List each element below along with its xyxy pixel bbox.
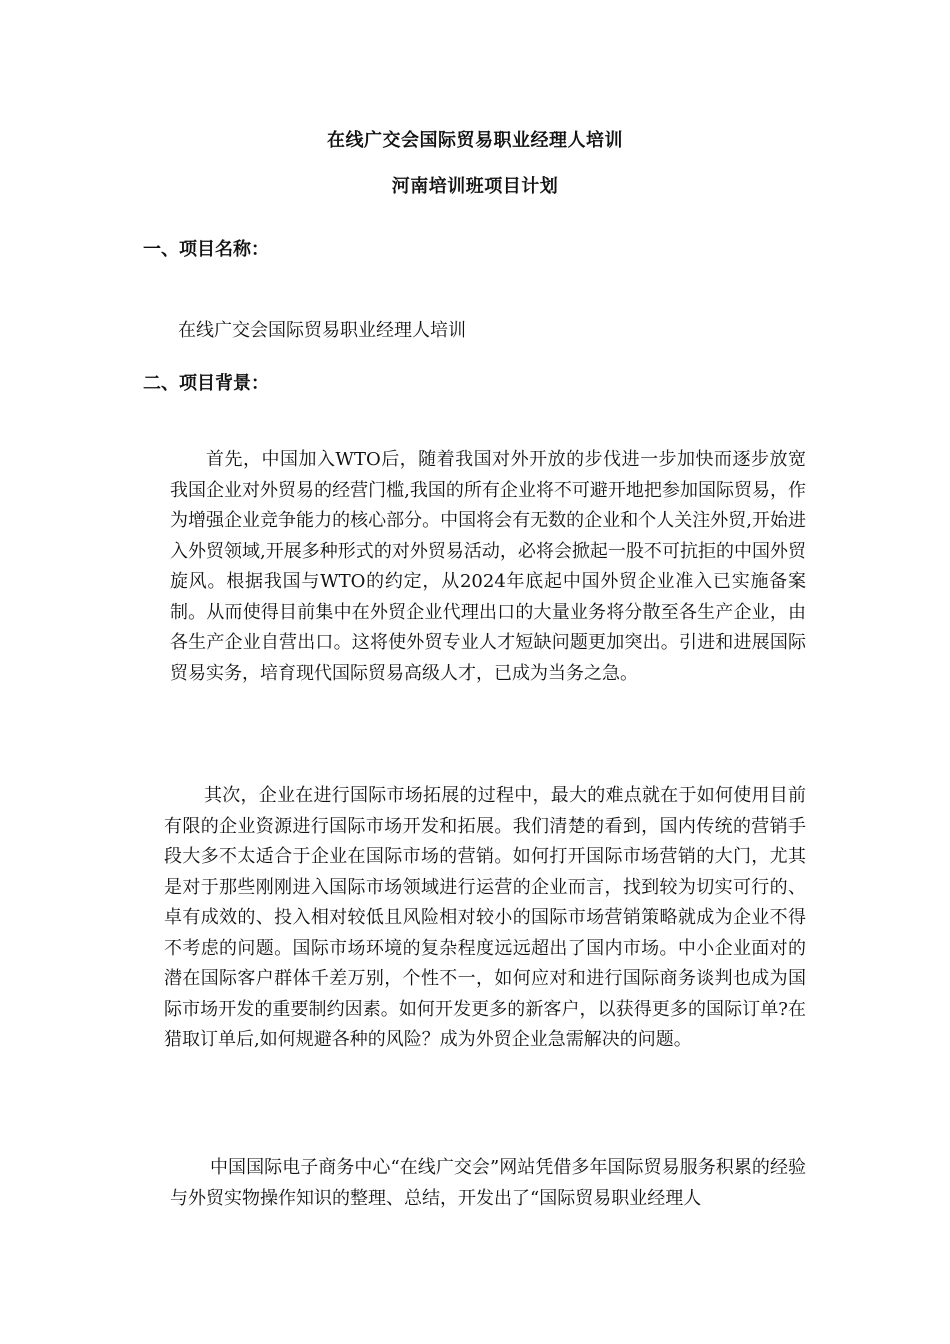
background-paragraph-2: 其次，企业在进行国际市场拓展的过程中，最大的难点就在于如何使用目前有限的企业资源进行国际市场开发和拓展。我们清楚的看到，国内传统的营销手段大多不太适合于企业在国际市场的营销。如何打开国际市场营销的大门，尤其是对于那些刚刚进入国际市场领域进行运营的企业而言，找到较为切实可行的、卓有成效的、投入相对较低且风险相对较小的国际市场营销策略就成为企业不得不考虑的问题。国际市场环境的复杂程度远远超出了国内市场。中小企业面对的潜在国际客户群体千差万别，个性不一，如何应对和进行国际商务谈判也成为国际市场开发的重要制约因素。如何开发更多的新客户，以获得更多的国际订单?在猎取订单后,如何规避各种的风险？成为外贸企业急需解决的问题。 bbox=[164, 785, 806, 1050]
background-paragraph-1: 首先，中国加入WTO后，随着我国对外开放的步伐进一步加快而逐步放宽我国企业对外贸易的经营门槛,我国的所有企业将不可避开地把参加国际贸易，作为增强企业竞争能力的核心部分。中国将会有无数的企业和个人关注外贸,开始进入外贸领域,开展多种形式的对外贸易活动，必将会掀起一股不可抗拒的中国外贸旋风。根据我国与WTO的约定，从2024年底起中国外贸企业准入已实施备案制。从而使得目前集中在外贸企业代理出口的大量业务将分散至各生产企业，由各生产企业自营出口。这将使外贸专业人才短缺问题更加突出。引进和进展国际贸易实务，培育现代国际贸易高级人才，已成为当务之急。 bbox=[170, 449, 806, 684]
section1-heading: 一、项目名称： bbox=[143, 239, 269, 260]
document-title-line2: 河南培训班项目计划 bbox=[391, 176, 559, 197]
background-paragraph-3: 中国国际电子商务中心“在线广交会”网站凭借多年国际贸易服务积累的经验与外贸实物操作知识的整理、总结，开发出了“国际贸易职业经理人 bbox=[170, 1157, 806, 1209]
project-name-text: 在线广交会国际贸易职业经理人培训 bbox=[178, 320, 466, 341]
document-title-line1: 在线广交会国际贸易职业经理人培训 bbox=[327, 130, 623, 151]
section2-heading: 二、项目背景： bbox=[143, 373, 269, 394]
